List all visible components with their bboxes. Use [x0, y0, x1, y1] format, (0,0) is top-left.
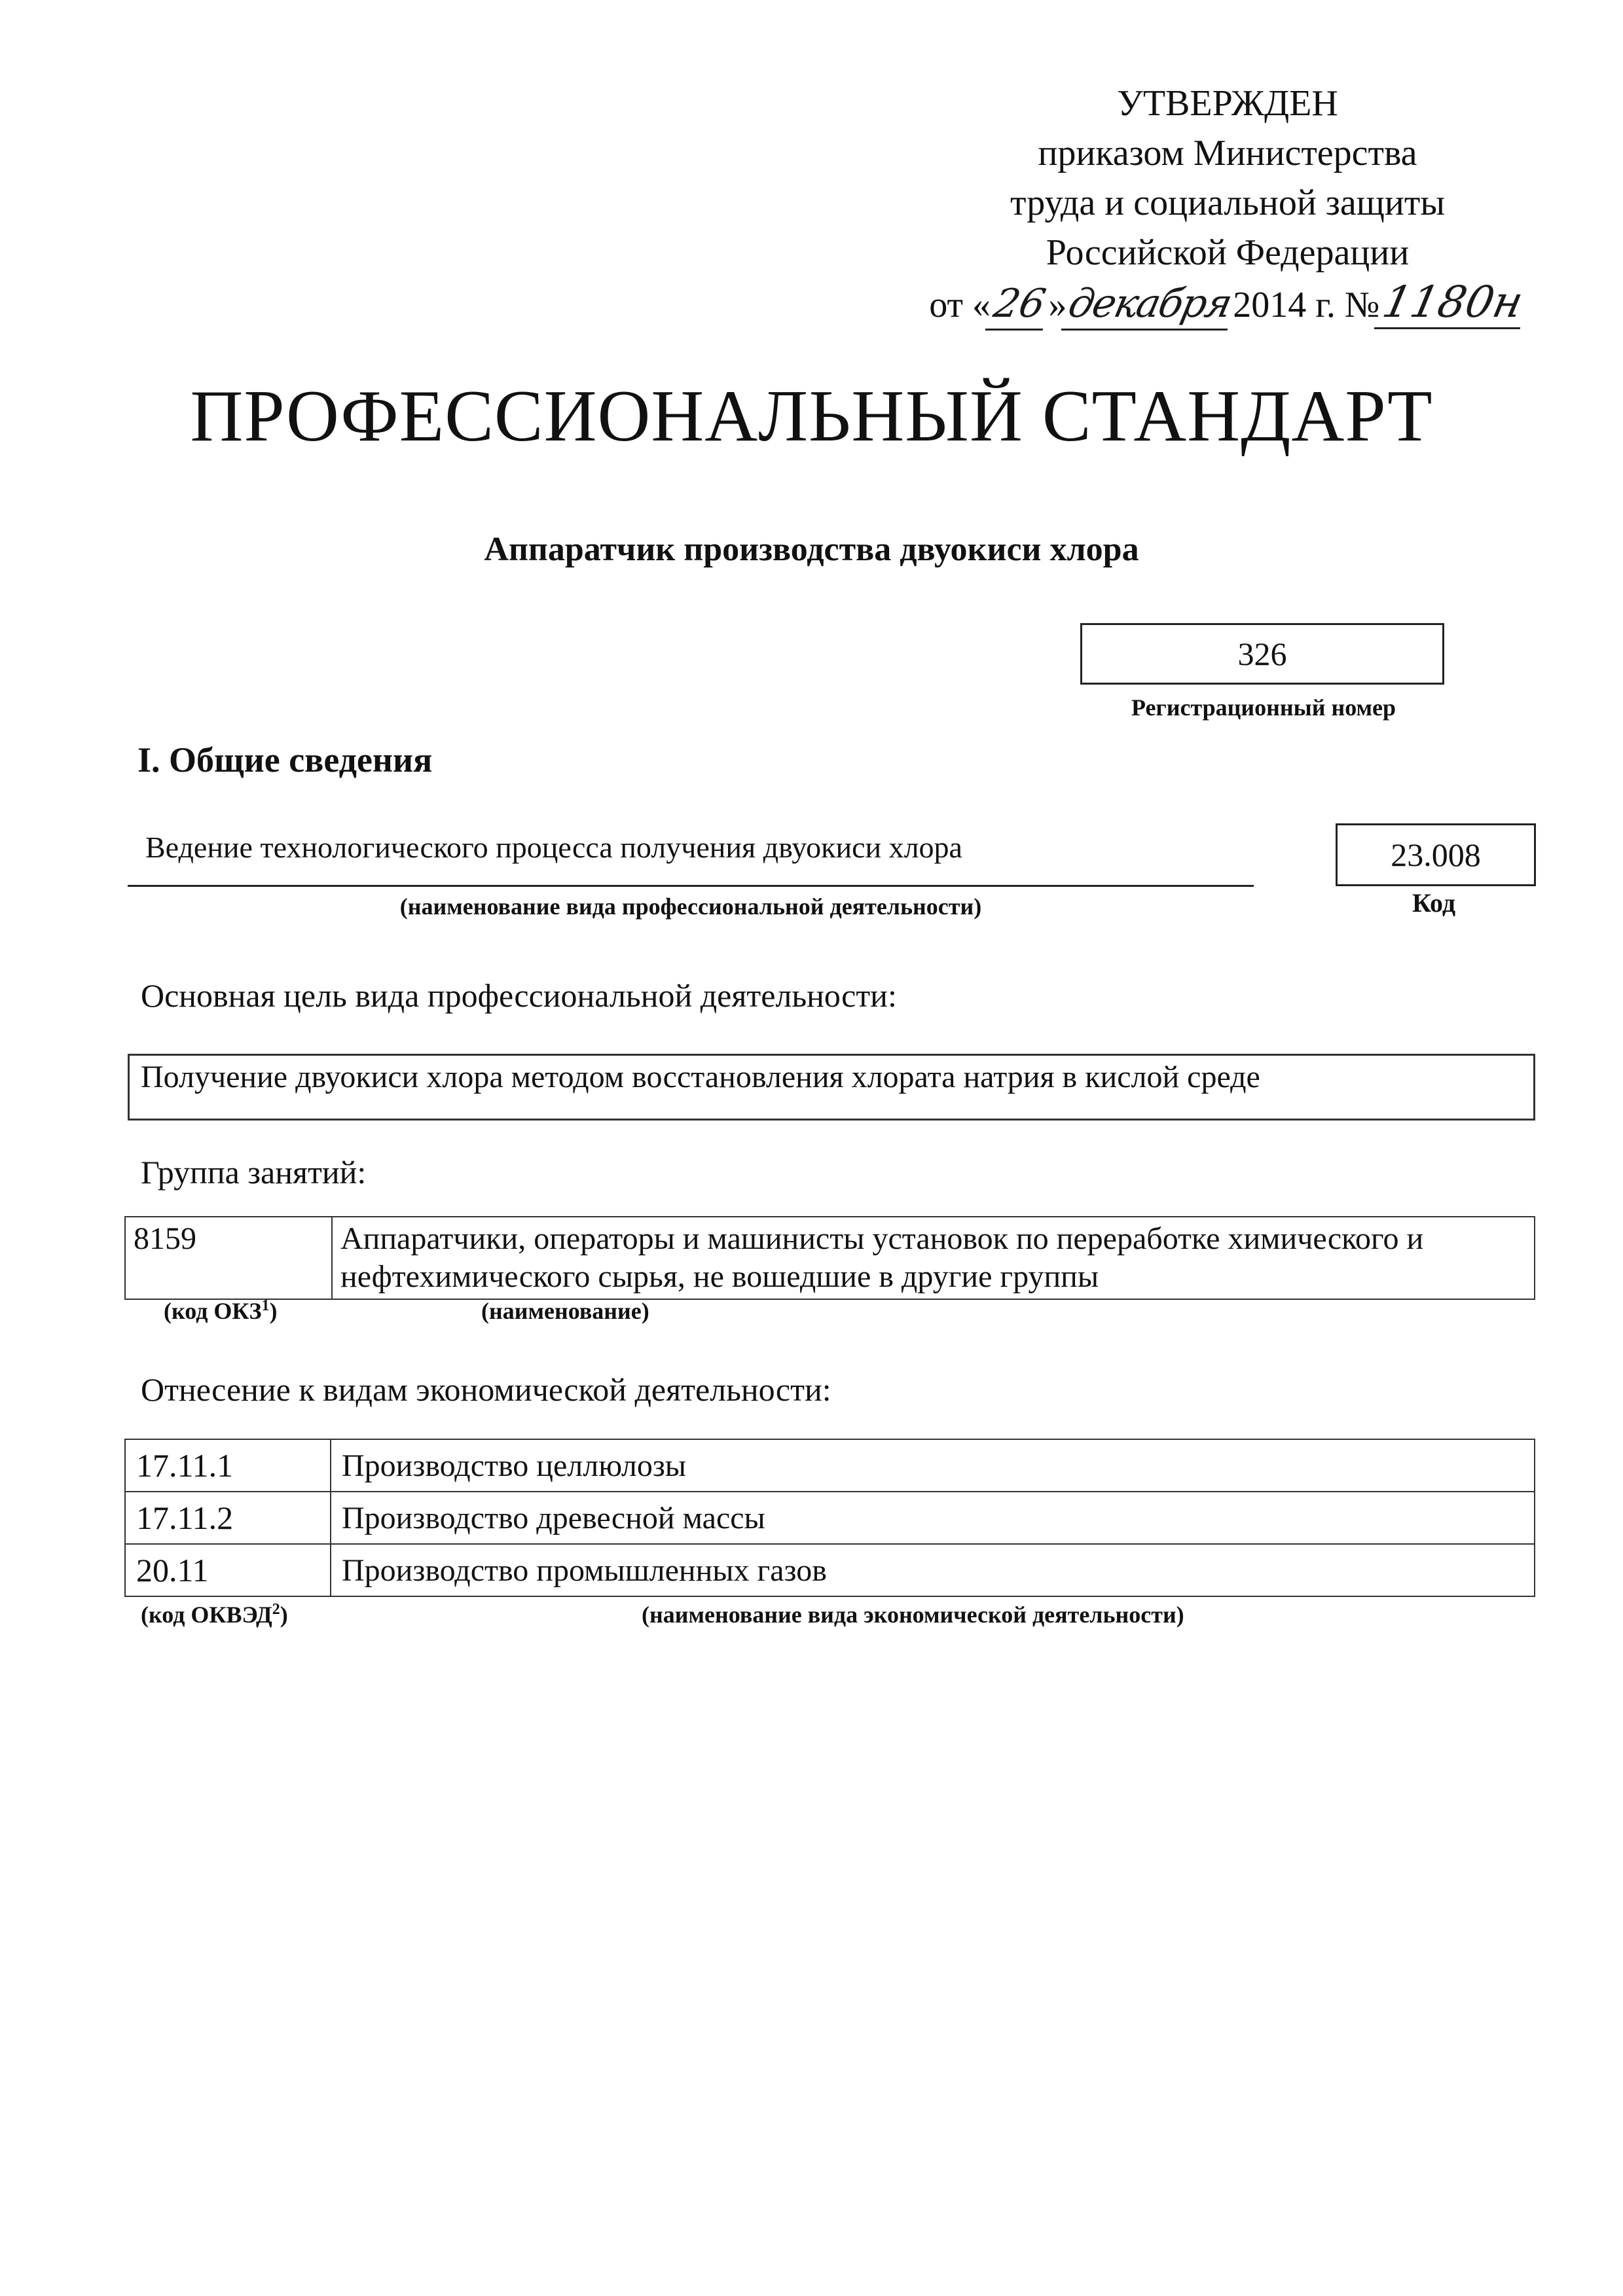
section-heading: I. Общие сведения [137, 740, 433, 780]
goal-text: Получение двуокиси хлора методом восстановления хлората натрия в кислой среде [141, 1060, 1260, 1094]
table-row [125, 1217, 1535, 1299]
okved-code-cell: 17.11.1 [125, 1439, 331, 1492]
approval-block [917, 79, 1539, 331]
group-name-cell: Аппаратчики, операторы и машинисты установок по переработке химического и нефтехимического сырья, не вошедшие в другие группы [332, 1217, 1535, 1299]
order-month-handwritten: декабря [1061, 279, 1239, 331]
occupation-group-table [124, 1216, 1535, 1300]
table-row [125, 1544, 1535, 1596]
order-quote-close: » [1048, 285, 1067, 325]
document-title: ПРОФЕССИОНАЛЬНЫЙ СТАНДАРТ [190, 376, 1433, 457]
order-day-handwritten: 26 [985, 279, 1054, 331]
okved-code-cell: 17.11.2 [125, 1492, 331, 1544]
group-name-caption: (наименование) [481, 1298, 649, 1324]
approval-heading: УТВЕРЖДЕН [1117, 83, 1338, 124]
order-number-handwritten: 1180н [1374, 278, 1531, 329]
okved-code-caption: (код ОКВЭД$^2$) [141, 1601, 288, 1628]
approval-country-line: Российской Федерации [1046, 232, 1410, 273]
okved-name-cell: Производство промышленных газов [331, 1544, 1535, 1596]
group-label: Группа занятий: [141, 1154, 367, 1191]
order-date-number [917, 278, 1539, 331]
approval-ministry-line: труда и социальной защиты [1010, 183, 1445, 223]
okved-name-cell: Производство древесной массы [331, 1492, 1535, 1544]
activity-code-box: 23.008 [1336, 823, 1536, 886]
activity-code-caption: Код [1412, 888, 1456, 918]
registration-number-box: 326 [1080, 623, 1444, 685]
table-row [125, 1439, 1535, 1492]
okved-name-cell: Производство целлюлозы [331, 1439, 1535, 1492]
activity-caption: (наименование вида профессиональной деятельности) [399, 893, 982, 920]
approval-order-line: приказом Министерства [1038, 133, 1417, 173]
order-year-text: 2014 г. № [1233, 285, 1380, 325]
table-row [125, 1492, 1535, 1544]
okved-name-caption: (наименование вида экономической деятельности) [642, 1602, 1184, 1628]
okved-code-cell: 20.11 [125, 1544, 331, 1596]
document-subtitle: Аппаратчик производства двуокиси хлора [484, 531, 1139, 568]
group-code-cell: 8159 [125, 1217, 332, 1299]
goal-label: Основная цель вида профессиональной деятельности: [141, 977, 897, 1014]
group-code-caption: (код ОКЗ$^1$) [164, 1297, 278, 1324]
registration-number-caption: Регистрационный номер [1131, 694, 1396, 721]
order-from-text: от « [929, 285, 991, 325]
activity-underline [128, 885, 1254, 887]
economic-activity-table [124, 1439, 1535, 1597]
economic-activity-label: Отнесение к видам экономической деятельности: [141, 1371, 831, 1408]
activity-name: Ведение технологического процесса получения двуокиси хлора [145, 831, 962, 864]
